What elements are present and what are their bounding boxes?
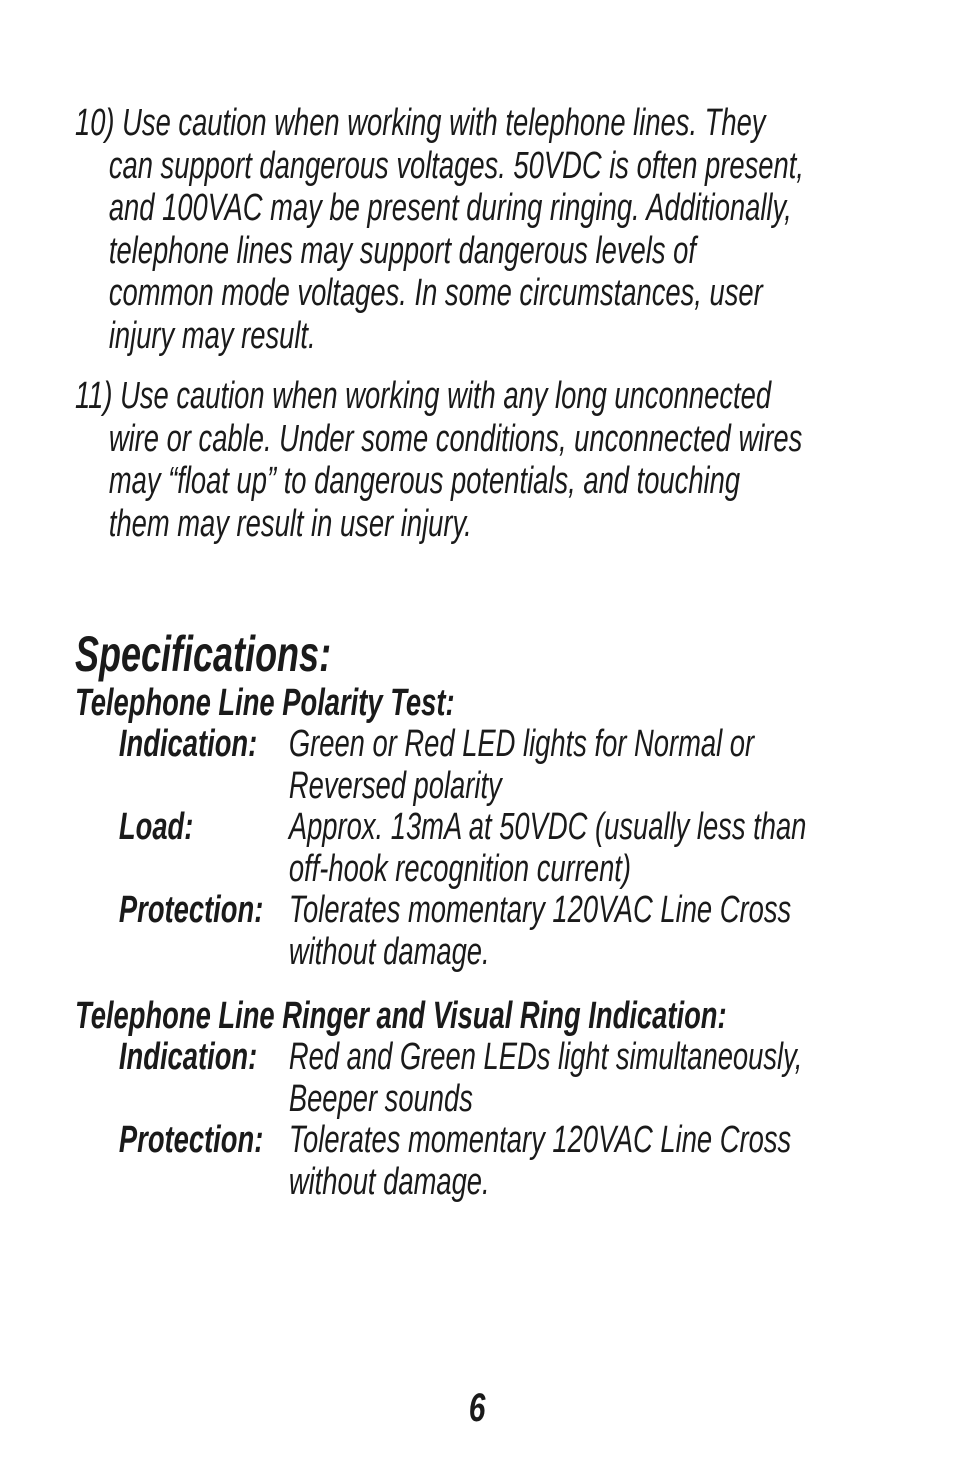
caution-line: them may result in user injury. — [108, 502, 472, 545]
caution-line: may “float up” to dangerous potentials, and touching — [108, 460, 741, 502]
spec-label: Indication: — [118, 1036, 258, 1078]
caution-line: injury may result. — [108, 314, 316, 357]
spec-value — [289, 1037, 803, 1120]
caution-line: telephone lines may support dangerous levels of — [108, 229, 696, 272]
specifications-heading: Specifications: — [75, 626, 332, 682]
spec-section-polarity — [75, 682, 896, 973]
caution-line: 10) Use caution when working with telephone lines. They — [75, 102, 766, 144]
spec-row-protection — [75, 890, 896, 973]
spec-value — [289, 890, 791, 973]
spec-value-line: Beeper sounds — [288, 1077, 473, 1120]
spec-row-load — [75, 807, 896, 890]
spec-value — [289, 724, 754, 807]
spec-value — [289, 1120, 791, 1203]
spec-value-line: without damage. — [288, 930, 490, 973]
caution-item-10 — [75, 102, 896, 357]
spec-section-title: Telephone Line Polarity Test: — [75, 682, 455, 724]
spec-value-line: Red and Green LEDs light simultaneously, — [288, 1036, 803, 1078]
spec-value-line: Approx. 13mA at 50VDC (usually less than — [288, 806, 807, 848]
caution-line: 11) Use caution when working with any long unconnected — [75, 375, 772, 417]
spec-value-line: without damage. — [288, 1160, 490, 1203]
page-number — [0, 1386, 954, 1430]
caution-line: and 100VAC may be present during ringing. Additionally, — [108, 187, 792, 229]
spec-label: Protection: — [118, 889, 264, 931]
spec-label: Load: — [118, 806, 194, 848]
spec-row-protection — [75, 1120, 896, 1203]
caution-item-11 — [75, 375, 896, 545]
caution-line: wire or cable. Under some conditions, unconnected wires — [108, 417, 803, 460]
page-number-text: 6 — [468, 1386, 486, 1430]
caution-list — [75, 102, 896, 563]
spec-row-indication — [75, 1037, 896, 1120]
spec-label: Protection: — [118, 1119, 264, 1161]
spec-value-line: off-hook recognition current) — [288, 847, 632, 890]
spec-value-line: Reversed polarity — [288, 764, 502, 807]
spec-value-line: Tolerates momentary 120VAC Line Cross — [288, 889, 792, 931]
spec-section-title: Telephone Line Ringer and Visual Ring Indication: — [75, 995, 727, 1037]
spec-value — [289, 807, 807, 890]
caution-line: can support dangerous voltages. 50VDC is often present, — [108, 144, 804, 187]
spec-section-ringer — [75, 995, 896, 1203]
spec-label: Indication: — [118, 723, 258, 765]
section-spacer — [75, 973, 896, 995]
spec-value-line: Tolerates momentary 120VAC Line Cross — [288, 1119, 792, 1161]
specifications-block — [75, 626, 896, 1203]
spec-row-indication — [75, 724, 896, 807]
caution-line: common mode voltages. In some circumstances, user — [108, 272, 763, 314]
spec-value-line: Green or Red LED lights for Normal or — [288, 723, 755, 765]
